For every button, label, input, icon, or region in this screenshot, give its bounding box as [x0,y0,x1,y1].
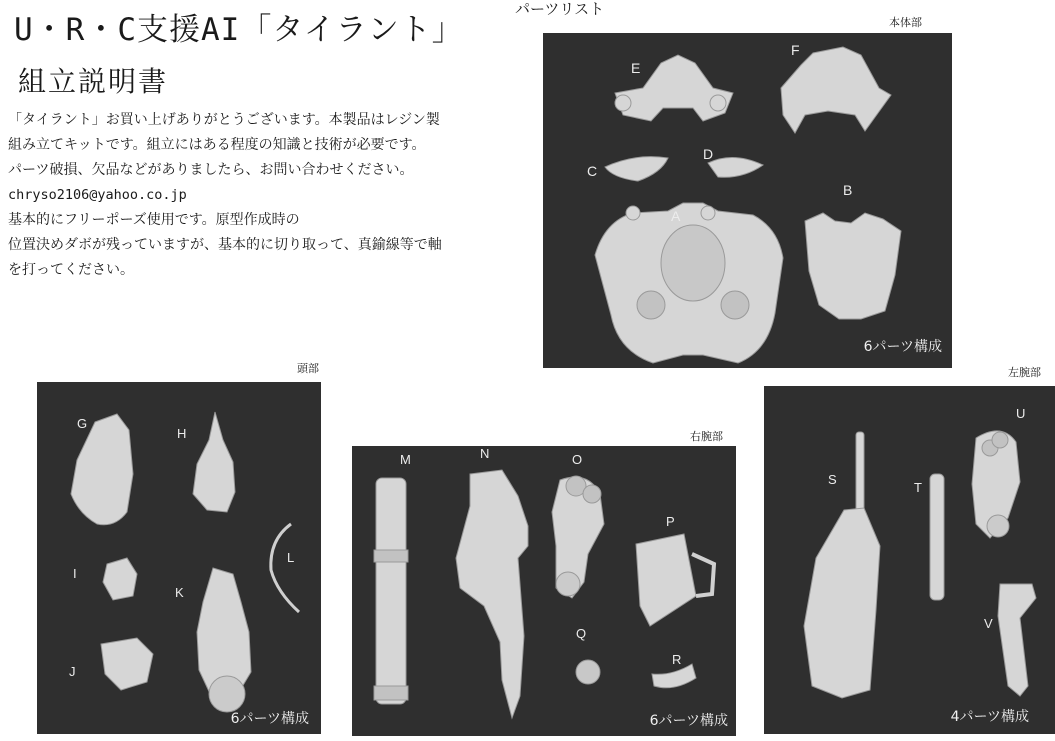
part-letter-a: A [671,208,681,224]
part-letter-o: O [572,452,583,467]
part-count-left-arm: 4パーツ構成 [950,709,1029,725]
part-letter-f: F [791,42,800,58]
part-letter-t: T [914,480,922,495]
part-letter-c: C [587,163,598,179]
contact-email[interactable]: chryso2106@yahoo.co.jp [8,187,187,203]
part-letter-v: V [984,616,993,631]
part-letter-d: D [703,146,714,162]
right-arm-parts-photo [352,446,736,736]
part-letter-q: Q [576,626,587,641]
section-label-right-arm: 右腕部 [690,430,723,443]
part-letter-j: J [69,664,76,679]
part-count-body: 6パーツ構成 [863,339,942,355]
part-letter-m: M [400,452,411,467]
part-letter-g: G [77,416,88,431]
part-letter-i: I [73,566,77,581]
part-letter-r: R [672,652,682,667]
head-parts-photo [37,382,321,734]
document-subtitle: 組立説明書 [18,65,169,98]
part-count-head: 6パーツ構成 [230,711,309,727]
body-parts-photo [543,33,952,368]
intro-text [8,108,508,283]
part-letter-b: B [843,182,853,198]
section-label-body: 本体部 [889,16,922,29]
part-letter-n: N [480,446,490,461]
intro-line: パーツ破損、欠品などがありましたら、お問い合わせください。 [8,162,414,178]
intro-line: 「タイラント」お買い上げありがとうございます。本製品はレジン製 [8,112,440,128]
section-label-left-arm: 左腕部 [1008,366,1041,379]
intro-line: 基本的にフリーポーズ使用です。原型作成時の [8,212,300,228]
part-letter-e: E [631,60,641,76]
document-title: U・R・C支援AI「タイラント」 [14,12,464,48]
part-letter-u: U [1016,406,1026,421]
left-arm-parts-photo [764,386,1055,734]
section-label-head: 頭部 [297,362,319,375]
part-letter-h: H [177,426,187,441]
parts-list-label: パーツリスト [515,0,605,18]
part-letter-s: S [828,472,837,487]
part-count-right-arm: 6パーツ構成 [649,713,728,729]
part-letter-l: L [287,550,295,565]
part-letter-p: P [666,514,675,529]
intro-line: を打ってください。 [8,262,134,278]
part-letter-k: K [175,585,184,600]
intro-line: 組み立てキットです。組立にはある程度の知識と技術が必要です。 [8,137,426,153]
intro-line: 位置決めダボが残っていますが、基本的に切り取って、真鍮線等で軸 [8,237,442,253]
